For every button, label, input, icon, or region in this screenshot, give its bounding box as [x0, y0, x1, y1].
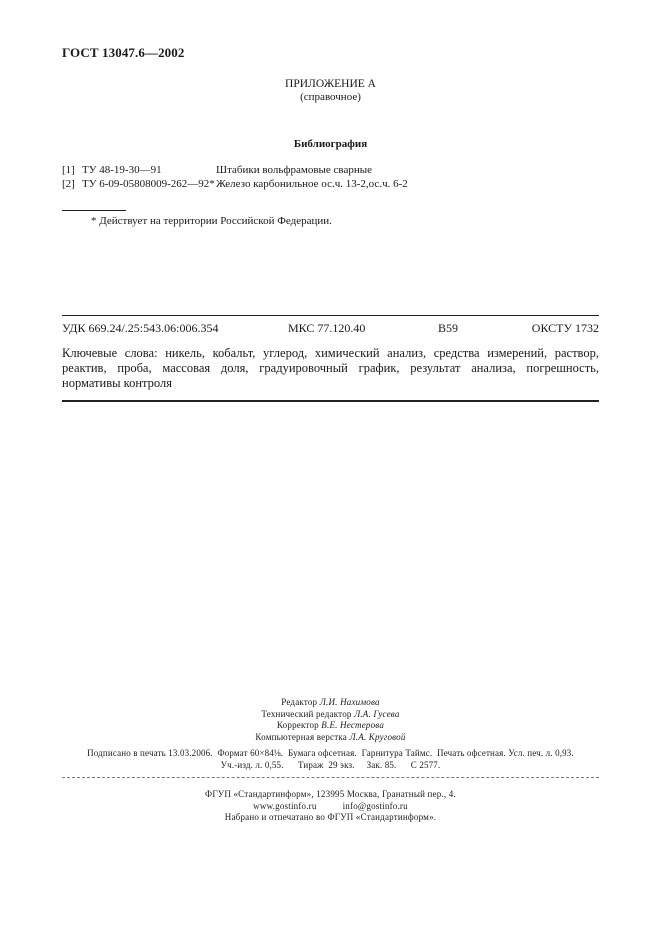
credit-person: Л.А. Круговой: [349, 731, 406, 742]
bibliography-item-code: ТУ 6-09-05808009-262—92*: [82, 178, 215, 190]
publisher-divider: [62, 777, 599, 778]
bibliography-title: Библиография: [293, 138, 368, 150]
bibliography-item-number: [1]: [62, 164, 75, 176]
credit-role: Редактор: [281, 697, 318, 707]
credit-role: Корректор: [276, 720, 319, 730]
okstu-code: ОКСТУ 1732: [531, 321, 599, 335]
print-info: [0, 748, 661, 771]
publisher-email[interactable]: info@gostinfo.ru: [342, 800, 408, 811]
credit-line: [0, 709, 661, 721]
group-code: В59: [438, 321, 459, 335]
credits: [0, 697, 661, 743]
keywords: Ключевые слова: никель, кобальт, углерод, химический анализ, средства измерений, раствор, реактив, проба, массовая доля, градуировочный график, результат анализа, погрешность, нормативы контроля: [62, 346, 599, 390]
bibliography-item-code: ТУ 48-19-30—91: [82, 164, 162, 176]
credit-line: [0, 732, 661, 744]
credit-person: Л.И. Нахимова: [319, 697, 380, 707]
bibliography-item-description: Железо карбонильное ос.ч. 13-2,ос.ч. 6-2: [216, 178, 408, 190]
publisher-address: ФГУП «Стандартинформ», 123995 Москва, Гранатный пер., 4.: [205, 789, 456, 799]
annex-note: (справочное): [300, 91, 361, 103]
credit-person: В.Е. Нестерова: [321, 720, 385, 730]
classification-top-rule: [62, 315, 599, 316]
publisher-info: [0, 789, 661, 824]
credit-person: Л.А. Гусева: [354, 708, 400, 719]
bibliography-item-description: Штабики вольфрамовые сварные: [216, 164, 373, 176]
credit-line: [0, 697, 661, 709]
udk-code: УДК 669.24/.25:543.06:006.354: [62, 321, 219, 335]
annex-heading: [0, 78, 661, 104]
classification-row: [62, 321, 599, 337]
publisher-contacts: [0, 801, 661, 813]
credit-role: Компьютерная верстка: [255, 731, 348, 742]
print-info-line: Уч.-изд. л. 0,55. Тираж 29 экз. Зак. 85. С 2577.: [220, 759, 441, 770]
publisher-printed-by: Набрано и отпечатано во ФГУП «Стандартинформ».: [224, 812, 437, 822]
credit-role: Технический редактор: [261, 708, 352, 719]
publisher-website[interactable]: www.gostinfo.ru: [253, 800, 317, 811]
mks-code: МКС 77.120.40: [288, 321, 366, 335]
footnote-divider: [62, 210, 126, 211]
print-info-line: Подписано в печать 13.03.2006. Формат 60×84⅛. Бумага офсетная. Гарнитура Таймс. Печать офсетная. Усл. печ. л. 0,93.: [87, 748, 574, 758]
keywords-bottom-rule: [62, 400, 599, 402]
footnote: * Действует на территории Российской Федерации.: [91, 215, 332, 227]
document-code: ГОСТ 13047.6—2002: [62, 45, 185, 60]
bibliography-item-number: [2]: [62, 178, 75, 190]
credit-line: [0, 720, 661, 732]
annex-title: ПРИЛОЖЕНИЕ А: [285, 78, 376, 90]
